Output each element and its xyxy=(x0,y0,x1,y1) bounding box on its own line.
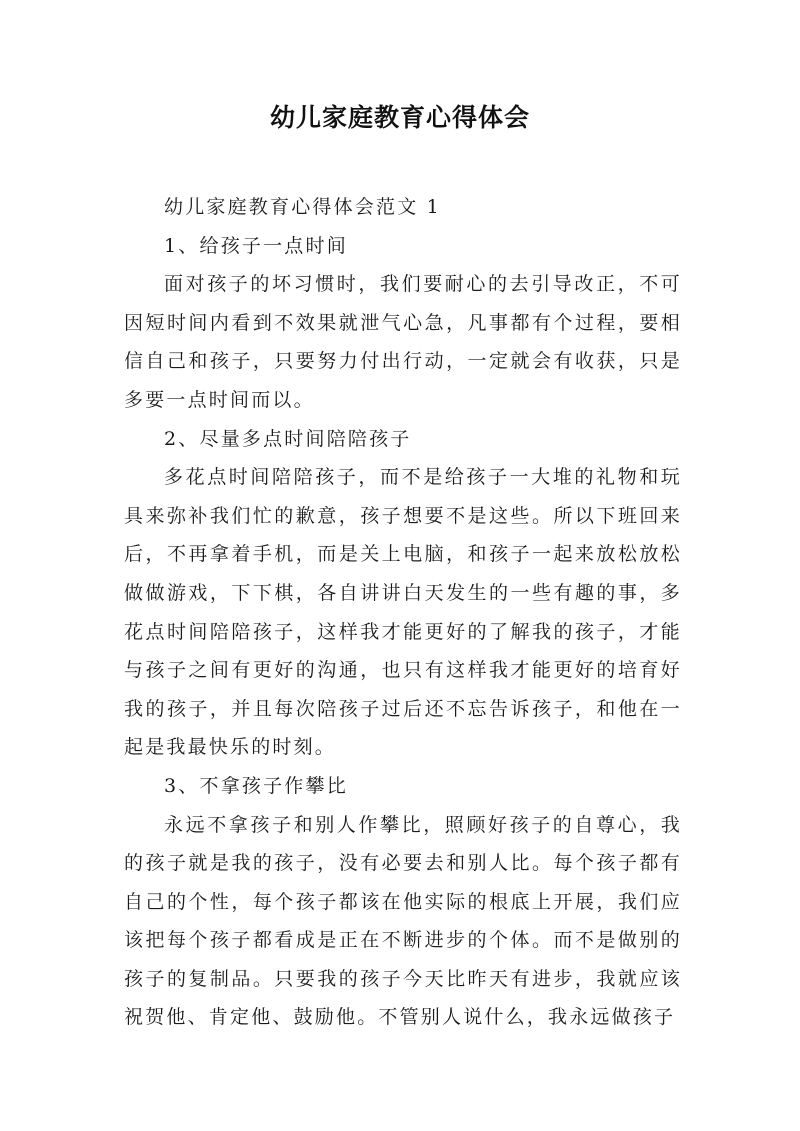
subtitle: 幼儿家庭教育心得体会范文 1 xyxy=(164,196,441,218)
section-heading-1: 1、给孩子一点时间 xyxy=(164,234,348,257)
section-heading-3: 3、不拿孩子作攀比 xyxy=(164,774,348,797)
section-heading-2: 2、尽量多点时间陪陪孩子 xyxy=(164,427,412,450)
document-title: 幼儿家庭教育心得体会 xyxy=(269,103,530,132)
paragraph-3: 永远不拿孩子和别人作攀比，照顾好孩子的自尊心，我的孩子就是我的孩子，没有必要去和别人比。每个孩子都有自己的个性，每个孩子都该在他实际的根底上开展，我们应该把每个孩子都看成是正在不断进步的个体。而不是做别的孩子的复制品。只要我的孩子今天比昨天有进步，我就应该祝贺他、肯定他、鼓励他。不管别人说什么，我永远做孩子 xyxy=(124,813,682,1029)
paragraph-1: 面对孩子的坏习惯时，我们要耐心的去引导改正，不可因短时间内看到不效果就泄气心急，凡事都有个过程，要相信自己和孩子，只要努力付出行动，一定就会有收获，只是多要一点时间而以。 xyxy=(124,273,682,411)
document-body xyxy=(124,188,682,1037)
paragraph-2: 多花点时间陪陪孩子，而不是给孩子一大堆的礼物和玩具来弥补我们忙的歉意，孩子想要不是这些。所以下班回来后，不再拿着手机，而是关上电脑，和孩子一起来放松放松做做游戏，下下棋，各自讲讲白天发生的一些有趣的事，多花点时间陪陪孩子，这样我才能更好的了解我的孩子，才能与孩子之间有更好的沟通，也只有这样我才能更好的培育好我的孩子，并且每次陪孩子过后还不忘告诉孩子，和他在一起是我最快乐的时刻。 xyxy=(124,466,682,759)
